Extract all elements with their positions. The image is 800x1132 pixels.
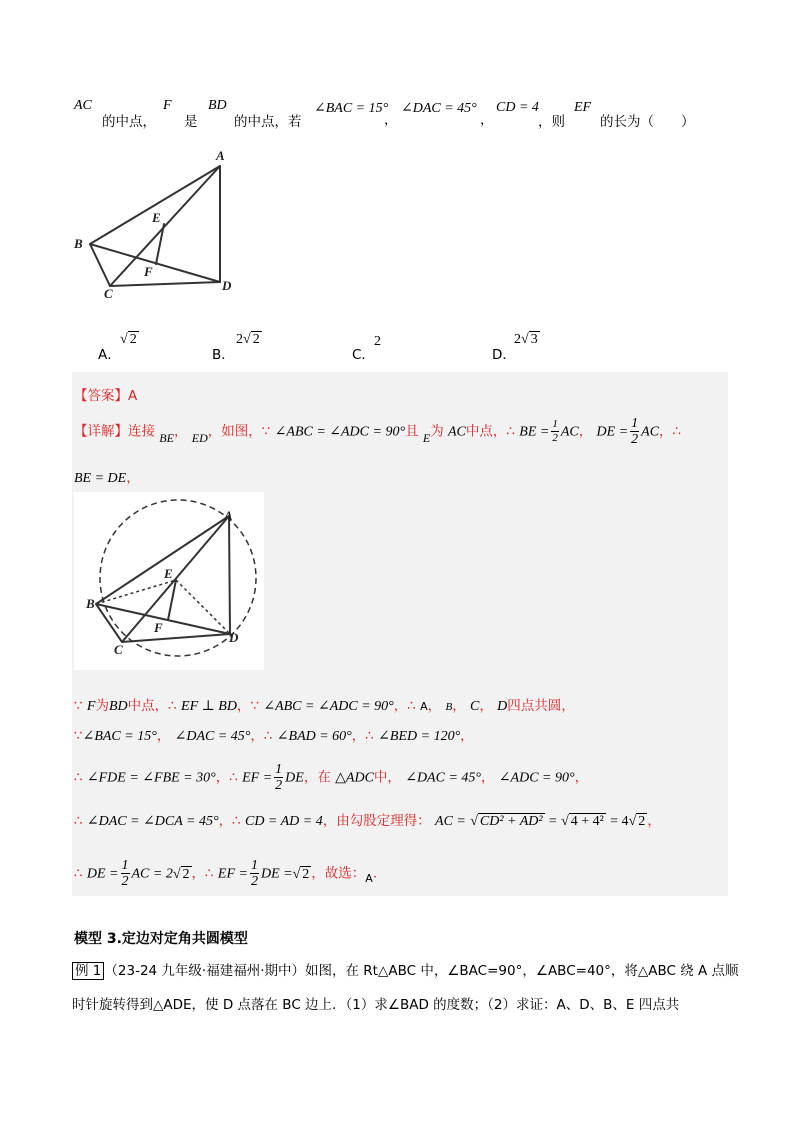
segment-bd: BD <box>208 98 227 113</box>
solution-line-5: ∴ ∠FDE = ∠FBE = 30°，∴ EF = $\frac{1}{2}$ DE，在 △ADC中， ∠DAC = 45°， ∠ADC = 90°， <box>74 762 589 793</box>
label-f: F <box>154 620 163 635</box>
geometry-figure-2 <box>74 492 264 670</box>
label-c: C <box>114 642 123 657</box>
solution-line-2: BE = DE， <box>74 470 140 486</box>
detail-label: 【详解】 <box>74 423 128 440</box>
question-text-2: 是 <box>184 114 198 130</box>
question-text-1: 的中点， <box>102 114 156 130</box>
segment-ac <box>122 516 229 642</box>
question-text-5: 的长为（ ） <box>600 114 695 130</box>
label-f: F <box>144 264 153 279</box>
option-d-value: 2√ 3 <box>514 332 538 347</box>
label-b: B <box>74 236 83 251</box>
label-a: A <box>224 508 233 523</box>
example-text-1: （23-24 九年级·福建福州·期中）如图，在 Rt△ABC 中，∠BAC=90°，∠ABC=40°，将△ABC 绕 A 点顺 <box>104 963 739 979</box>
example-line-2: 时针旋转得到△ADE，使 D 点落在 BC 边上．（1）求∠BAD 的度数；（2）求证：A、D、B、E 四点共 <box>72 997 680 1013</box>
option-a-value: √ 2 <box>120 332 137 347</box>
segment-cd <box>122 634 230 642</box>
answer-label: 【答案】 <box>74 388 128 404</box>
label-c: C <box>104 286 113 298</box>
segment-ab <box>96 516 229 604</box>
segment-bd <box>90 244 220 282</box>
angle-bac: ∠BAC = 15° <box>314 101 389 116</box>
solution-line-6: ∴ ∠DAC = ∠DCA = 45°，∴ CD = AD = 4，由勾股定理得： AC = √ CD² + AD² = √ 4 + 4² = 4√ 2 ， <box>74 813 661 829</box>
label-b: B <box>86 596 95 611</box>
example-line-1 <box>72 958 739 984</box>
segment-cd <box>110 282 220 286</box>
segment-ac: AC <box>74 98 92 113</box>
segment-bc <box>90 244 110 286</box>
geometry-figure-1 <box>72 148 242 298</box>
comma: ， <box>384 112 398 128</box>
answer-value: A <box>128 388 138 404</box>
label-e: E <box>152 210 161 225</box>
label-d: D <box>229 630 239 645</box>
segment-bd <box>96 604 230 634</box>
segment-ab <box>90 166 220 244</box>
label-d: D <box>222 278 232 293</box>
option-b-label: B． <box>212 347 235 363</box>
solution-line-1: 【详解】连接 BE， ED，如图，∵ ∠ABC = ∠ADC = 90°且 E为 AC中点，∴ BE = $\frac{1}{2}$ AC， DE = $\frac{1}{2}$ AC，∴ <box>74 416 682 447</box>
option-b-value: 2√ 2 <box>236 332 260 347</box>
comma: ， <box>480 112 494 128</box>
label-a: A <box>216 148 225 163</box>
solution-line-3: ∵ F为BD中点，∴ EF ⊥ BD，∵ ∠ABC = ∠ADC = 90°，∴ A， B， C， D四点共圆， <box>74 698 575 714</box>
angle-dac: ∠DAC = 45° <box>401 101 477 116</box>
segment-ed <box>176 580 230 634</box>
point-f: F <box>163 98 172 113</box>
section-heading: 模型 3.定边对定角共圆模型 <box>74 931 248 947</box>
question-text-3: 的中点，若 <box>234 114 302 130</box>
solution-line-4: ∵∠BAC = 15°， ∠DAC = 45°，∴ ∠BAD = 60°，∴ ∠BED = 120°， <box>74 728 474 744</box>
option-c-value: 2 <box>374 334 381 349</box>
option-c-label: C． <box>352 347 375 363</box>
example-label: 例 1 <box>72 962 104 980</box>
answer-line <box>74 384 137 404</box>
cd-value: CD = 4 <box>496 100 539 115</box>
option-a-label: A． <box>98 347 121 363</box>
segment-ad <box>229 516 230 634</box>
segment-ef: EF <box>574 100 592 115</box>
label-e: E <box>164 566 173 581</box>
question-text-4: ，则 <box>538 114 565 130</box>
solution-line-7: ∴ DE = $\frac{1}{2}$ AC = 2√ 2 ，∴ EF = $\frac{1}{2}$ DE =√ 2 ，故选：$_A$． <box>74 858 387 889</box>
option-d-label: D． <box>492 347 516 363</box>
segment-ac <box>110 166 220 286</box>
